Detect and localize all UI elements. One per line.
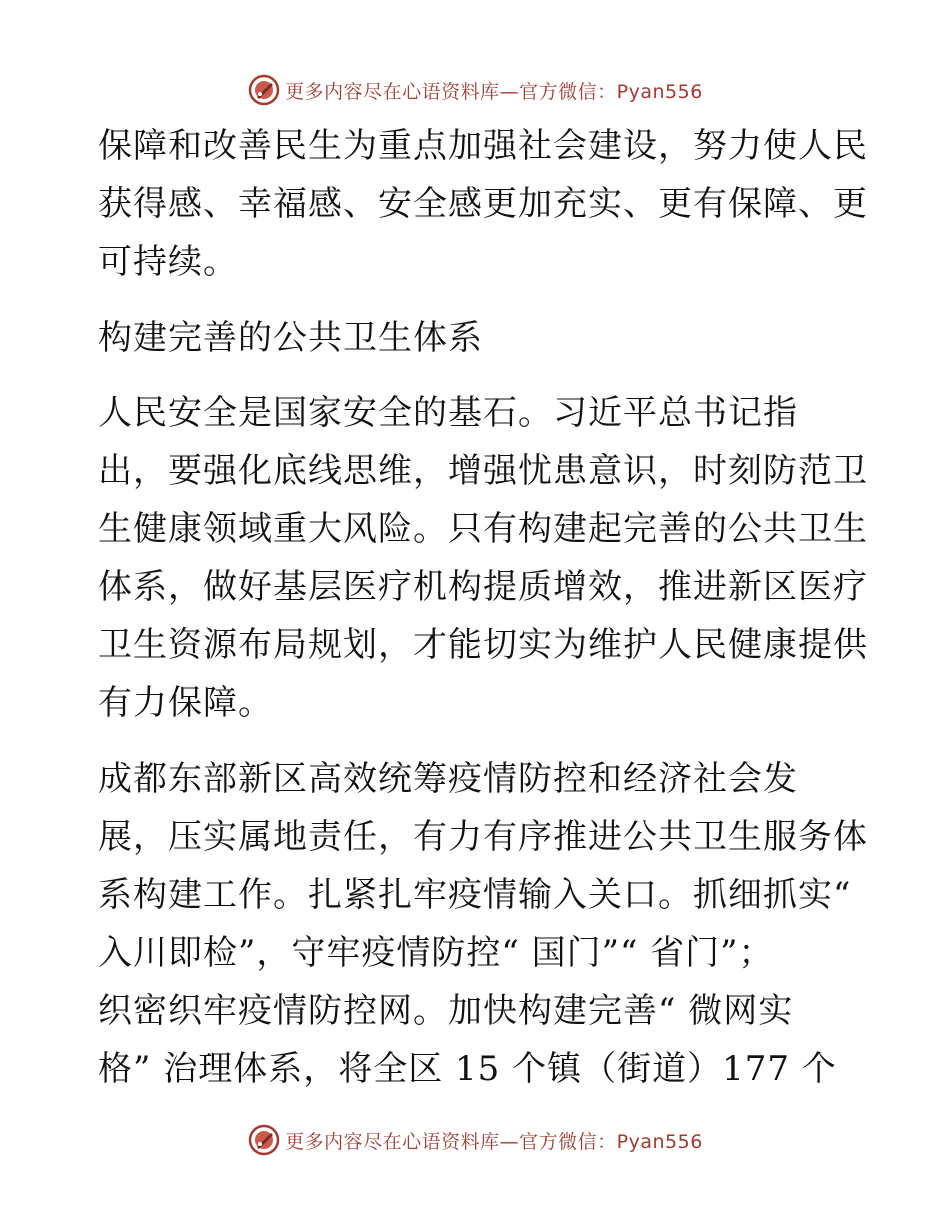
body-line: 卫生资源布局规划，才能切实为维护人民健康提供 bbox=[98, 625, 868, 665]
pen-seal-logo-icon bbox=[247, 73, 281, 107]
body-line: 保障和改善民生为重点加强社会建设，努力使人民 bbox=[98, 126, 868, 166]
body-line: 体系，做好基层医疗机构提质增效，推进新区医疗 bbox=[98, 567, 868, 607]
section-heading: 构建完善的公共卫生体系 bbox=[98, 318, 483, 358]
footer-banner bbox=[0, 1120, 950, 1160]
body-line: 格” 治理体系，将全区 15 个镇（街道）177 个 bbox=[98, 1049, 837, 1089]
pen-seal-logo-icon bbox=[247, 1123, 281, 1157]
header-banner bbox=[0, 70, 950, 110]
footer-banner-text: 更多内容尽在心语资料库—官方微信：Pyan556 bbox=[285, 1130, 703, 1153]
body-line: 成都东部新区高效统筹疫情防控和经济社会发 bbox=[98, 759, 798, 799]
body-line: 可持续。 bbox=[98, 242, 238, 282]
header-banner-text: 更多内容尽在心语资料库—官方微信：Pyan556 bbox=[285, 80, 703, 103]
body-line: 生健康领域重大风险。只有构建起完善的公共卫生 bbox=[98, 509, 868, 549]
body-line: 展，压实属地责任，有力有序推进公共卫生服务体 bbox=[98, 817, 868, 857]
body-line: 出，要强化底线思维，增强忧患意识，时刻防范卫 bbox=[98, 451, 868, 491]
body-line: 系构建工作。扎紧扎牢疫情输入关口。抓细抓实“ bbox=[98, 875, 852, 915]
body-line: 人民安全是国家安全的基石。习近平总书记指 bbox=[98, 393, 798, 433]
body-line: 有力保障。 bbox=[98, 683, 273, 723]
body-line: 入川即检”，守牢疫情防控“ 国门”“ 省门”； bbox=[98, 933, 774, 973]
body-line: 织密织牢疫情防控网。加快构建完善“ 微网实 bbox=[98, 991, 794, 1031]
body-line: 获得感、幸福感、安全感更加充实、更有保障、更 bbox=[98, 184, 868, 224]
